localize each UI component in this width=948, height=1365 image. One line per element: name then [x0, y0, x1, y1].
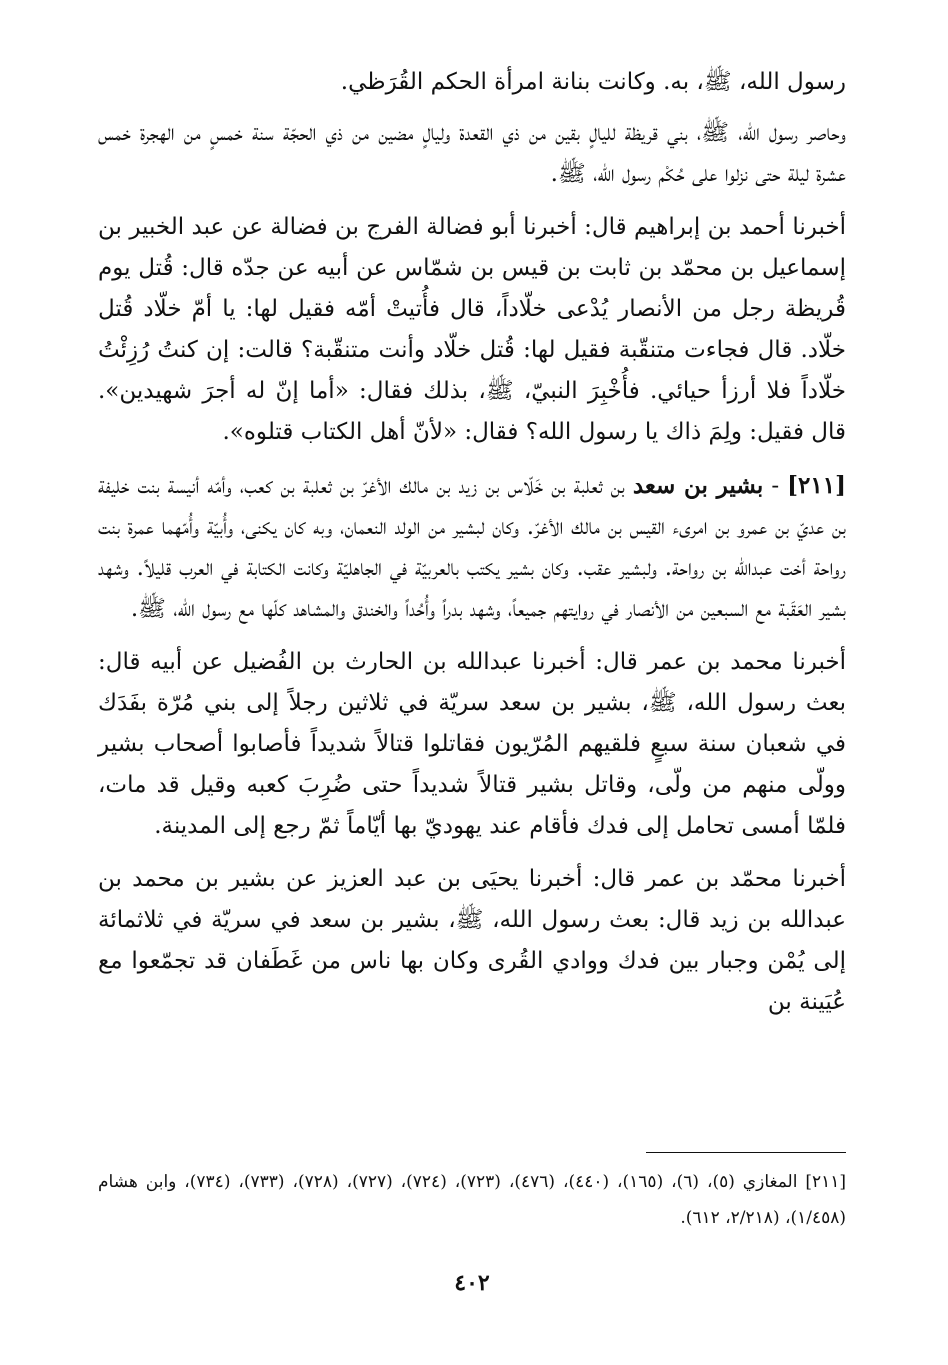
entry-text: بن ثعلبة بن خَلّاس بن زيد بن مالك الأغرّ بن ثعلبة بن كعب، وأمّه أنيسة بنت خليفة بن عديّ بن عمرو بن امرىء القيس بن مالك الأغرّ. وكان لبشير من الولد النعمان، وبه كان يكنى، وأُبيّة وأُمّهما عمرة بنت رواحة أخت عبدالله بن رواحة. ولبشير عقب. وكان بشير يكتب بالعربيّة في الجاهليّة وكانت الكتابة في العرب قليلاً. وشهد بشير العَقَبة مع السبعين من الأنصار في روايتهم جميعاً، وشهد بدراً وأُحُداً والخندق والمشاهد كلّها مع رسول الله، ﷺ.: [98, 473, 846, 622]
book-page: [98, 62, 846, 1322]
footnote-divider: [646, 1152, 846, 1153]
entry-number: [٢١١]: [787, 472, 846, 499]
biography-entry: [98, 465, 846, 630]
paragraph: وحاصر رسول الله، ﷺ، بني قريظة لليالٍ بقين من ذي القعدة وليالٍ مضين من ذي الحجّة سنة خمسٍ من الهجرة خمس عشرة ليلة حتى نزلوا على حُكْم رسول الله، ﷺ.: [98, 120, 846, 187]
entry-name: بشير بن سعد: [632, 472, 764, 499]
paragraph: أخبرنا محمد بن عمر قال: أخبرنا عبدالله بن الحارث بن الفُضيل عن أبيه قال: بعث رسول الله، ﷺ، بشير بن سعد سريّة في ثلاثين رجلاً إلى بني مُرّة بفَدَك في شعبان سنة سبعٍ فلقيهم المُرّيون فقاتلوا قتالاً شديداً فأصابوا أصحاب بشير وولّى منهم من ولّى، وقاتل بشير قتالاً شديداً حتى ضُرِبَ كعبه وقيل قد مات، فلمّا أمسى تحامل إلى فدك فأقام عند يهوديّ بها أيّاماً ثمّ رجع إلى المدينة.: [98, 649, 846, 839]
page-number: ٤٠٢: [454, 1270, 490, 1296]
footnote: [٢١١] المغازي (٥)، (٦)، (١٦٥)، (٤٤٠)، (٤٧٦)، (٧٢٣)، (٧٢٤)، (٧٢٧)، (٧٢٨)، (٧٣٣)، (٧٣٤)، وابن هشام (١/٤٥٨)، (٢/٢١٨، ٦١٢).: [98, 1172, 847, 1228]
entry-separator: -: [763, 473, 788, 499]
main-text: [98, 62, 846, 1023]
paragraph: أخبرنا أحمد بن إبراهيم قال: أخبرنا أبو فضالة الفرج بن فضالة عن عبد الخبير بن إسماعيل بن محمّد بن ثابت بن قيس بن شمّاس عن أبيه عن جدّه قال: قُتل يوم قُريظة رجل من الأنصار يُدْعى خلّاداً، قال فأُتيتْ أمّه فقيل لها: يا أمّ خلّاد قُتل خلّاد. قال فجاءت متنقّبة فقيل لها: قُتل خلّاد وأنت متنقّبة؟ قالت: إن كنتُ رُزِئْتُ خلّاداً فلا أرزأ حيائي. فأُخْبِرَ النبيّ، ﷺ، بذلك فقال: «أما إنّ له أجرَ شهيدين». قال فقيل: ولِمَ ذاك يا رسول الله؟ فقال: «لأنّ أهل الكتاب قتلوه».: [98, 214, 846, 445]
paragraph: أخبرنا محمّد بن عمر قال: أخبرنا يحيَى بن عبد العزيز عن بشير بن محمد بن عبدالله بن زيد قال: بعث رسول الله، ﷺ، بشير بن سعد في سريّة في ثلاثمائة إلى يُمْن وجبار بين فدك ووادي القُرى وكان بها ناس من غَطَفان قد تجمّعوا مع عُيَينة بن: [98, 866, 846, 1015]
paragraph: رسول الله، ﷺ، به. وكانت بنانة امرأة الحكم القُرَظي.: [340, 69, 846, 95]
